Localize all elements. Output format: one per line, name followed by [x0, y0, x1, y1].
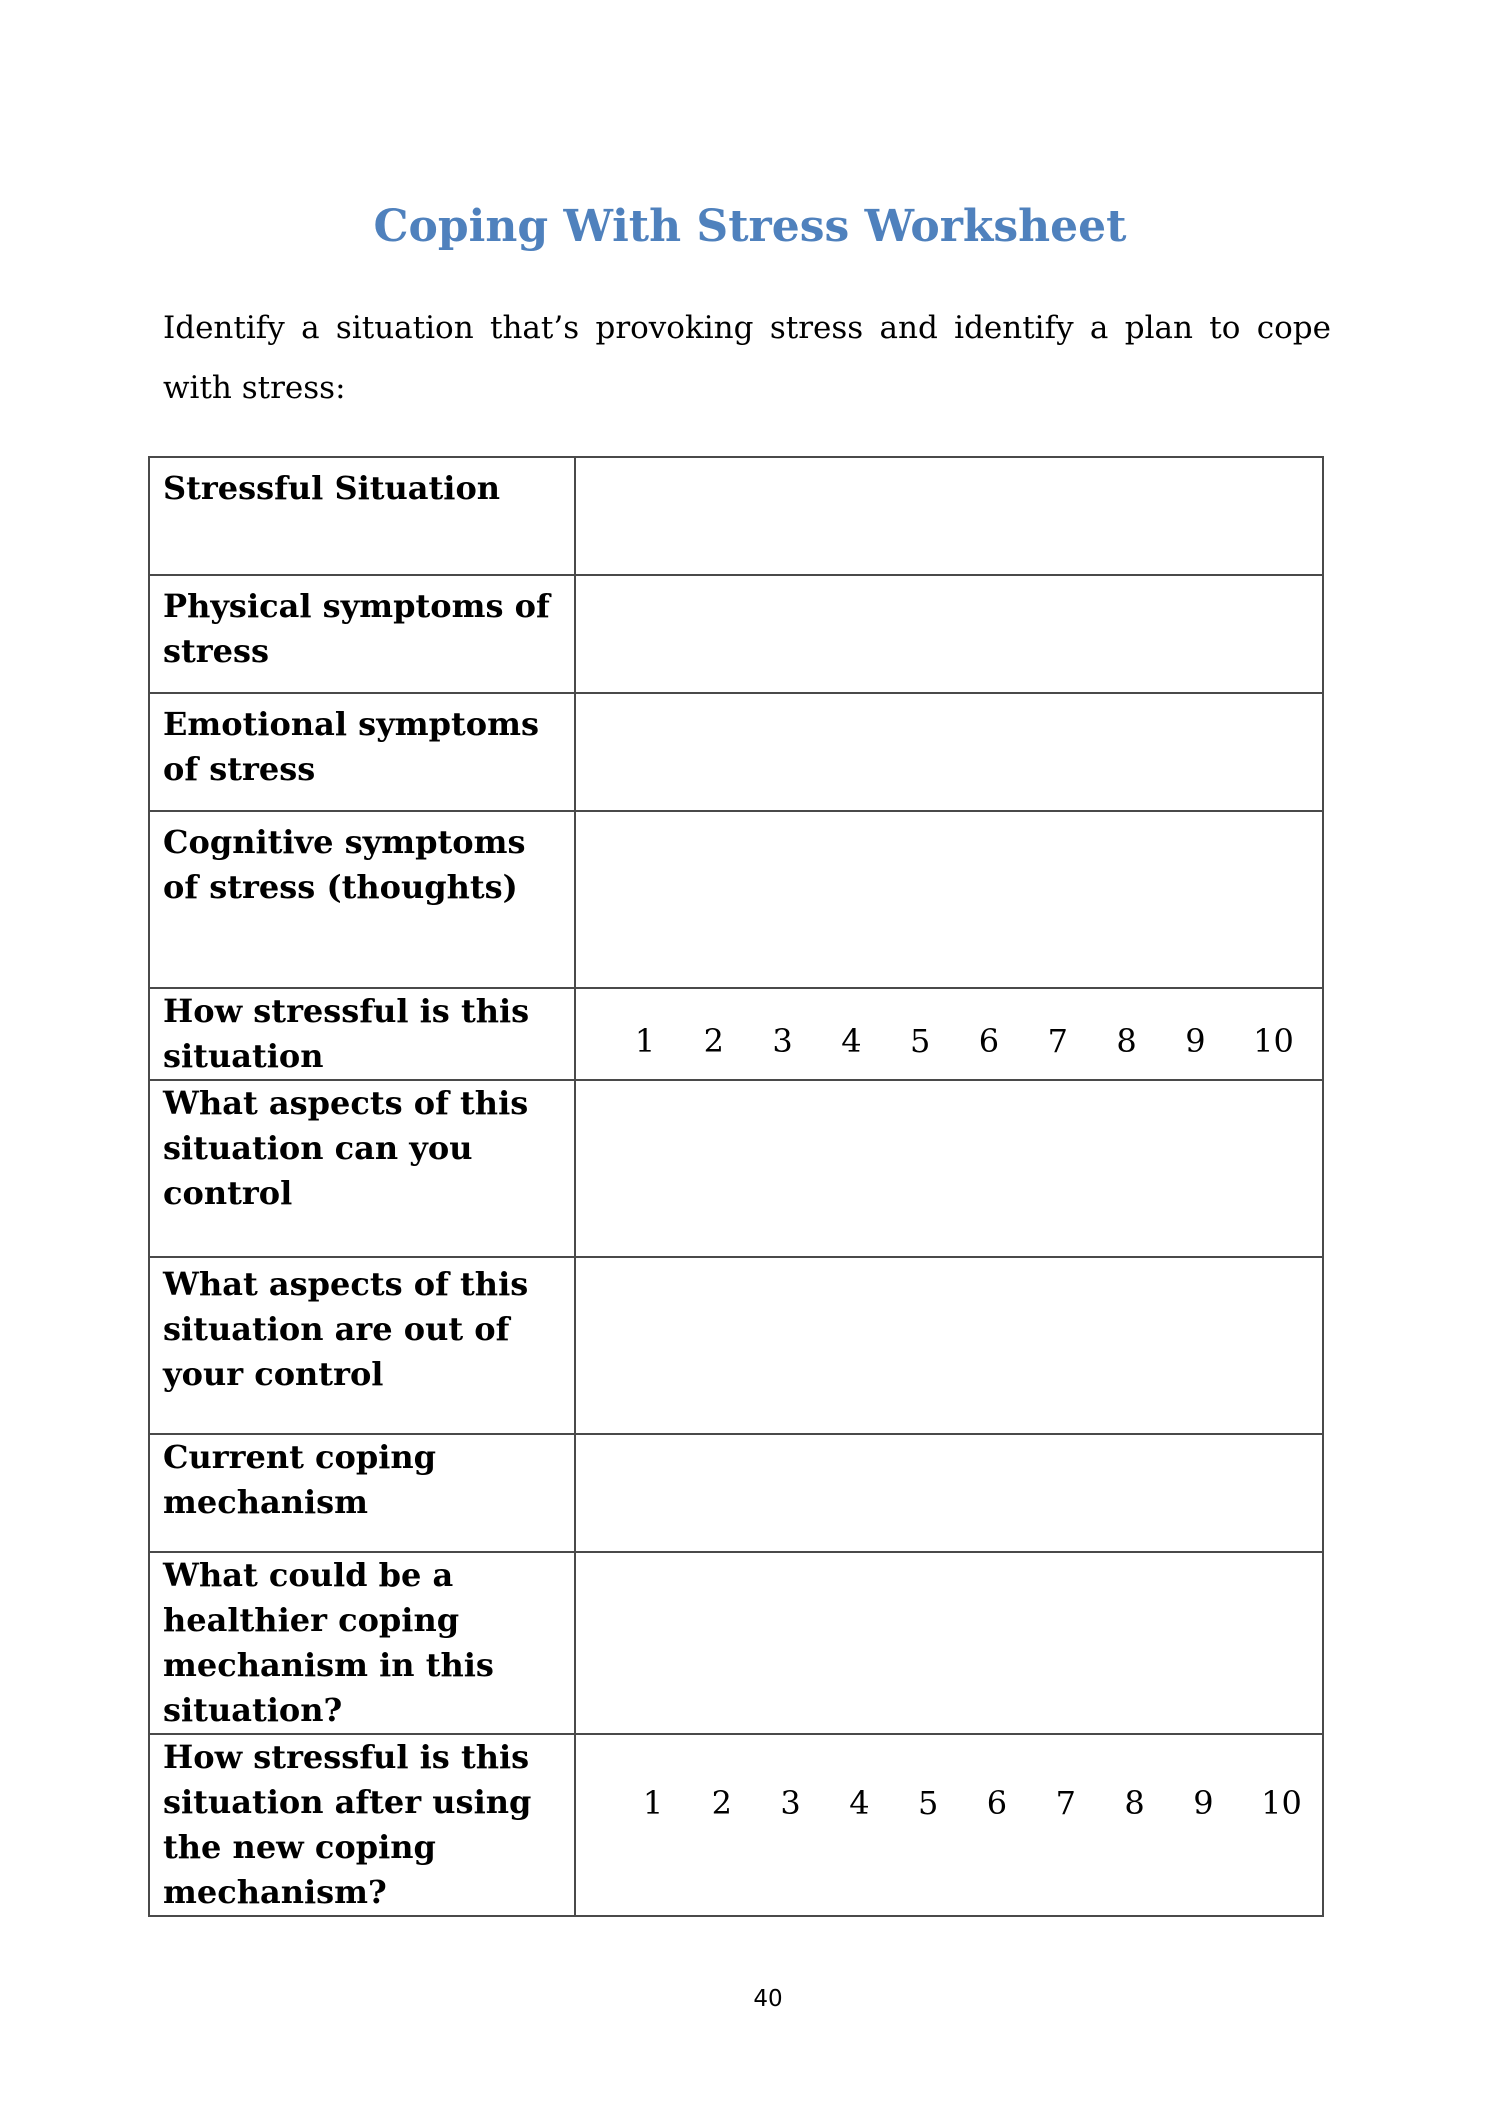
- worksheet-title: Coping With Stress Worksheet: [373, 201, 1127, 252]
- row-label: How stressful is this situation after using the new coping mechanism?: [149, 1734, 575, 1916]
- row-uncontrollable-aspects: [149, 1257, 1323, 1434]
- stress-rating-scale[interactable]: [575, 988, 1323, 1080]
- worksheet-table: [148, 456, 1324, 1917]
- scale-option[interactable]: 9: [1193, 1784, 1214, 1822]
- scale-option[interactable]: 1: [642, 1784, 664, 1822]
- row-cognitive-symptoms: [149, 811, 1323, 988]
- row-stress-rating: [149, 988, 1323, 1080]
- scale-option[interactable]: 3: [772, 1022, 793, 1060]
- scale-option[interactable]: 9: [1185, 1022, 1206, 1060]
- rating-scale: [576, 989, 1322, 1061]
- scale-option[interactable]: 8: [1124, 1784, 1145, 1822]
- row-stress-rating-after: [149, 1734, 1323, 1916]
- scale-option[interactable]: 6: [978, 1022, 1000, 1060]
- row-label: Stressful Situation: [149, 457, 575, 575]
- answer-field[interactable]: [575, 693, 1323, 811]
- scale-option[interactable]: 2: [703, 1022, 724, 1060]
- answer-field[interactable]: [575, 575, 1323, 693]
- scale-option[interactable]: 7: [1047, 1022, 1068, 1060]
- scale-option[interactable]: 5: [910, 1022, 931, 1060]
- intro-text: Identify a situation that’s provoking stress and identify a plan to cope with stress:: [163, 310, 1331, 406]
- answer-field[interactable]: [575, 457, 1323, 575]
- row-label: Emotional symptoms of stress: [149, 693, 575, 811]
- scale-option[interactable]: 7: [1055, 1784, 1076, 1822]
- scale-option[interactable]: 5: [918, 1784, 939, 1822]
- answer-field[interactable]: [575, 1552, 1323, 1734]
- row-label: Physical symptoms of stress: [149, 575, 575, 693]
- answer-field[interactable]: [575, 1080, 1323, 1257]
- stress-rating-after-scale[interactable]: [575, 1734, 1323, 1916]
- row-label: Cognitive symptoms of stress (thoughts): [149, 811, 575, 988]
- scale-option[interactable]: 8: [1116, 1022, 1137, 1060]
- row-label: What aspects of this situation are out of your control: [149, 1257, 575, 1434]
- answer-field[interactable]: [575, 811, 1323, 988]
- scale-option[interactable]: 6: [986, 1784, 1008, 1822]
- scale-option[interactable]: 10: [1253, 1022, 1294, 1060]
- row-physical-symptoms: [149, 575, 1323, 693]
- row-label: Current coping mechanism: [149, 1434, 575, 1552]
- row-label: What could be a healthier coping mechanism in this situation?: [149, 1552, 575, 1734]
- scale-option[interactable]: 1: [634, 1022, 656, 1060]
- row-label: What aspects of this situation can you control: [149, 1080, 575, 1257]
- row-current-coping: [149, 1434, 1323, 1552]
- row-healthier-coping: [149, 1552, 1323, 1734]
- scale-option[interactable]: 4: [841, 1022, 862, 1060]
- answer-field[interactable]: [575, 1434, 1323, 1552]
- row-label: How stressful is this situation: [149, 988, 575, 1080]
- scale-option[interactable]: 3: [780, 1784, 801, 1822]
- rating-scale: [576, 1735, 1322, 1823]
- page-number: 40: [753, 1986, 783, 2012]
- row-emotional-symptoms: [149, 693, 1323, 811]
- row-stressful-situation: [149, 457, 1323, 575]
- answer-field[interactable]: [575, 1257, 1323, 1434]
- row-controllable-aspects: [149, 1080, 1323, 1257]
- scale-option[interactable]: 4: [849, 1784, 870, 1822]
- scale-option[interactable]: 10: [1261, 1784, 1302, 1822]
- scale-option[interactable]: 2: [711, 1784, 732, 1822]
